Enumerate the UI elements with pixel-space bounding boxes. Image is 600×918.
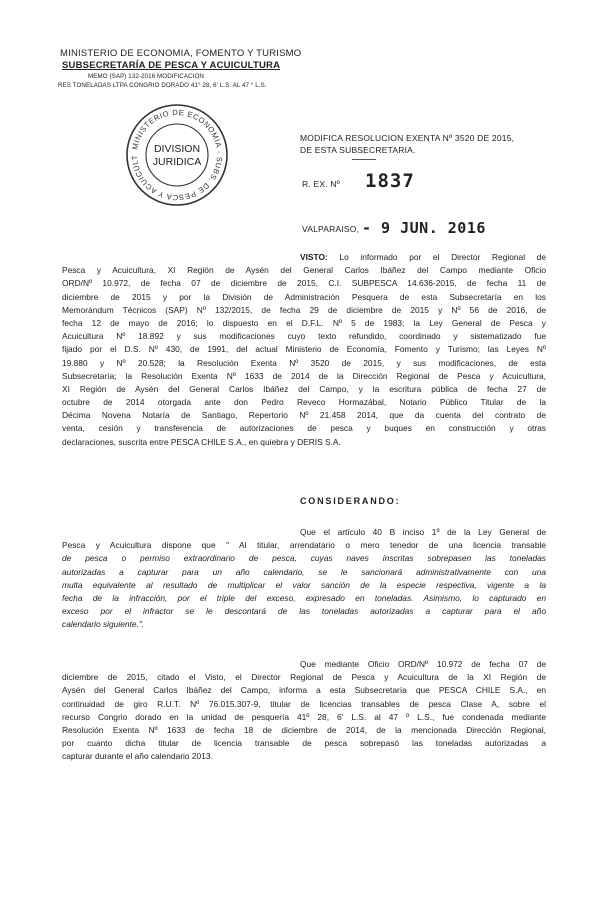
considerando-paragraph-2	[62, 658, 546, 764]
stamp-center-line1: DIVISION	[153, 143, 201, 155]
rex-label: R. EX. Nº	[302, 179, 340, 189]
considerando-heading: CONSIDERANDO:	[300, 496, 401, 506]
signature-dash	[352, 159, 376, 160]
considerando-line: autorizadas a capturar para un año calendario, se le sancionará administrativamente con una	[62, 566, 546, 577]
considerando-line: de pesca o permiso extraordinario de pesca, cuyas naves inscritas sobrepasen las toneladas	[62, 553, 546, 564]
visto-paragraph	[62, 251, 546, 449]
considerando-line: calendario siguiente.".	[62, 619, 145, 630]
reference-line2: DE ESTA SUBSECRETARIA.	[300, 145, 416, 155]
visto-line: Acuicultura Nº 18.892 y sus modificaciones cuyo texto refundido, coordinado y sistematizado fue	[62, 331, 546, 342]
visto-line: venta, cesión y transferencia de autorizaciones de pesca y buques en construcción y otras	[62, 423, 546, 434]
visto-line: declaraciones, suscrita entre PESCA CHILE S.A., en quiebra y DERIS S.A.	[62, 436, 341, 447]
ministry-name: MINISTERIO DE ECONOMIA, FOMENTO Y TURISMO	[60, 48, 302, 59]
considerando-line: fecha de la infracción, por el triple del exceso, expresado en toneladas. Asimismo, lo capturado en	[62, 592, 546, 603]
visto-line: Memorándum Técnicos (SAP) Nº 132/2015, de fecha 29 de diciembre de 2015 y Nº 56 de 2016, de	[62, 304, 546, 315]
considerando-line: Que el artículo 40 B inciso 1º de la Ley General de	[300, 527, 546, 537]
visto-heading: VISTO:	[300, 252, 328, 262]
visto-line: 19.880 y Nº 20.528; la Resolución Exenta Nº 3520 de 2015, y sus modificaciones, de esta	[62, 357, 546, 368]
considerando-line: exceso por el infractor se le descontará de las toneladas autorizadas a capturar para el año	[62, 606, 546, 617]
subject-line: RES TONELADAS LTPA CONGRIO DORADO 41° 28, 6' L.S. AL 47 ° L.S.	[58, 82, 267, 89]
place-label: VALPARAISO,	[302, 224, 360, 234]
considerando-line: Aysén del General Carlos Ibáñez del Campo, informa a esta Subsecretaría que PESCA CHILE S.A., en	[62, 685, 546, 696]
considerando-line: multa equivalente al resultado de multiplicar el valor sanción de la especie respectiva, vigente a la	[62, 579, 546, 590]
resolution-date: - 9 JUN. 2016	[362, 219, 486, 237]
considerando-line: continuidad de giro R.U.T. Nº 76.015.307-9, titular de licencias transables de pesca Clase A, sobre el	[62, 698, 546, 709]
rex-number: 1837	[365, 170, 415, 192]
reference-line1: MODIFICA RESOLUCION EXENTA Nº 3520 DE 2015,	[300, 133, 515, 143]
stamp-seal-icon	[122, 100, 232, 210]
considerando-line: recurso Congrio dorado en la unidad de pesquería 41º 28, 6' L.S. al 47 º L.S., fue condenada mediante	[62, 711, 546, 722]
visto-line: XI Región de Aysén del General Carlos Ibáñez del Campo, y la escritura pública de fecha 27 de	[62, 383, 546, 394]
visto-line: Décima Novena Notaría de Santiago, Repertorio Nº 21.458 2014, que da cuenta del contrato de	[62, 410, 546, 421]
considerando-line: por cuanto dicha titular de licencia transable de pesca sobrepasó las toneladas autorizadas a	[62, 738, 546, 749]
visto-line: fijado por el D.S. Nº 430, de 1991, del actual Ministerio de Economía, Fomento y Turismo; las Leyes Nº	[62, 344, 546, 355]
stamp-center-line2: JURIDICA	[152, 156, 202, 168]
stamp-ring-text: MINISTERIO DE ECONOMIA - SUBS. DE PESCA Y ACUICULT	[129, 107, 225, 203]
visto-line: ORD/Nº 10.972, de fecha 07 de diciembre de 2015, C.I. SUBPESCA 14.636-2015, de fecha 11 de	[62, 278, 546, 289]
visto-line: octubre de 2014 otorgada ante don Pedro Reveco Hormazábal, Notario Público Titular de la	[62, 397, 546, 408]
visto-line: fecha 12 de mayo de 2016; lo dispuesto en el D.F.L. Nº 5 de 1983; la Ley General de Pesca y	[62, 317, 546, 328]
considerando-line: Pesca y Acuicultura dispone que " Al titular, arrendatario o mero tenedor de una licencia transable	[62, 540, 546, 551]
considerando-paragraph-1	[62, 526, 546, 632]
subsecretaria-name: SUBSECRETARÍA DE PESCA Y ACUICULTURA	[62, 60, 281, 71]
considerando-line: capturar durante el año calendario 2013.	[62, 751, 213, 762]
considerando-line: diciembre de 2015, citado el Visto, el Director Regional de Pesca y Acuicultura de la XI Región de	[62, 672, 546, 683]
memo-reference: MEMO (SAP) 132-2016 MODIFICACION	[88, 73, 204, 80]
considerando-line: Que mediante Oficio ORD/Nº 10.972 de fecha 07 de	[300, 659, 546, 669]
visto-line: diciembre de 2015 y por la División de Administración Pesquera de esta Subsecretaría en los	[62, 291, 546, 302]
division-juridica-stamp	[122, 100, 232, 210]
visto-line: VISTO: Lo informado por el Director Regional de	[300, 252, 546, 262]
visto-line: Pesca y Acuicultura, XI Región de Aysén del General Carlos Ibáñez del Campo mediante Oficio	[62, 265, 546, 276]
considerando-line: Resolución Exenta Nº 1633 de fecha 18 de diciembre de 2014, de la mencionada Dirección Regional,	[62, 724, 546, 735]
visto-line: Subsecretaría; la Resolución Exenta Nº 1633 de 2014 de la Dirección Regional de Pesca y Acuicultura,	[62, 370, 546, 381]
